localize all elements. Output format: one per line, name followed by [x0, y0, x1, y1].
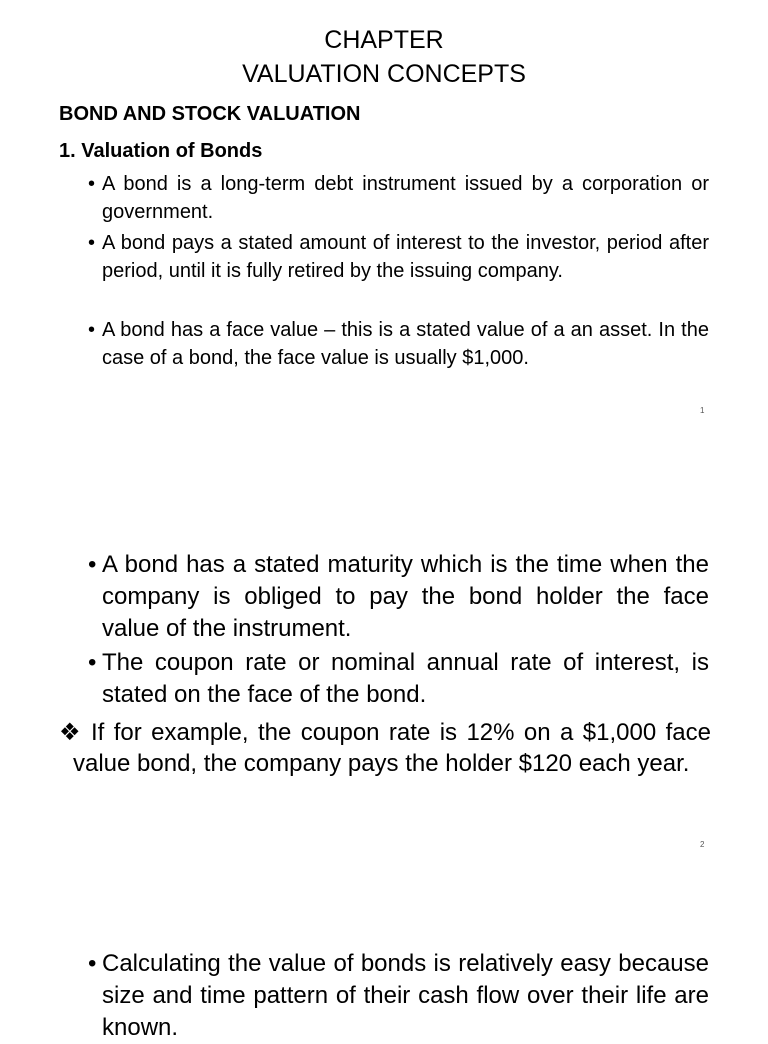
section-heading: BOND AND STOCK VALUATION [59, 103, 361, 125]
list-item [88, 647, 709, 711]
page-number: 1 [700, 406, 705, 415]
list-item [88, 948, 709, 1044]
chapter-label: CHAPTER [324, 26, 444, 54]
subsection-heading: 1. Valuation of Bonds [59, 140, 263, 162]
bullet-text: A bond has a stated maturity which is the time when the company is obliged to pay the bond holder the face value of the instrument. [102, 551, 709, 642]
bullet-icon: • [88, 649, 97, 676]
bullet-icon: • [88, 173, 96, 195]
bullet-text: A bond is a long-term debt instrument issued by a corporation or government. [102, 173, 709, 223]
chapter-title: VALUATION CONCEPTS [242, 60, 526, 88]
bullet-icon: • [88, 232, 96, 254]
page-number: 2 [700, 840, 705, 849]
bullet-text: A bond pays a stated amount of interest to the investor, period after period, until it is fully retired by the issuing company. [102, 232, 709, 282]
bullet-icon: • [88, 319, 96, 341]
list-item [88, 229, 709, 285]
list-item [88, 170, 709, 226]
bullet-icon: • [88, 950, 97, 977]
example-text: If for example, the coupon rate is 12% on a $1,000 face value bond, the company pays the holder $120 each year. [73, 719, 711, 777]
list-item [88, 316, 709, 372]
bullet-text: A bond has a face value – this is a stated value of a an asset. In the case of a bond, the face value is usually $1,000. [102, 319, 709, 369]
bullet-text: Calculating the value of bonds is relatively easy because size and time pattern of their cash flow over their life are known. [102, 950, 709, 1041]
list-item [88, 549, 709, 645]
diamond-bullet-icon: ❖ [59, 719, 81, 746]
bullet-text: The coupon rate or nominal annual rate of interest, is stated on the face of the bond. [102, 649, 709, 708]
bullet-icon: • [88, 551, 97, 578]
example-item [59, 717, 711, 779]
